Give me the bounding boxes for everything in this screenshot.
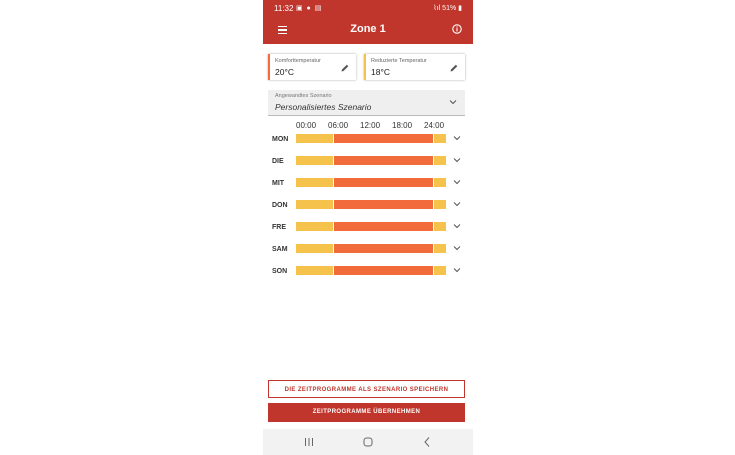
- timeline-segment-comfort: [334, 134, 434, 143]
- day-timeline-bar[interactable]: [296, 178, 447, 187]
- status-bar: [263, 0, 473, 18]
- timeline-segment-reduced: [434, 156, 446, 165]
- reduced-temp-value: 18°C: [371, 67, 390, 77]
- time-tick: 06:00: [328, 121, 349, 130]
- timeline-segment-reduced: [434, 244, 446, 253]
- day-label: DON: [272, 202, 288, 209]
- page-title: Zone 1: [350, 23, 386, 35]
- app-bar: [263, 18, 473, 44]
- chevron-down-icon[interactable]: [453, 156, 461, 164]
- scenario-dropdown[interactable]: [268, 90, 465, 116]
- timeline-segment-reduced: [296, 244, 333, 253]
- day-row[interactable]: [263, 268, 473, 290]
- timeline-segment-comfort: [334, 178, 434, 187]
- timeline-segment-reduced: [434, 200, 446, 209]
- system-nav-bar: [263, 429, 473, 455]
- comfort-temp-card[interactable]: [268, 54, 356, 80]
- day-timeline-bar[interactable]: [296, 266, 447, 275]
- day-row[interactable]: [263, 136, 473, 158]
- timeline-segment-comfort: [334, 266, 434, 275]
- day-timeline-bar[interactable]: [296, 156, 447, 165]
- timeline-segment-reduced: [434, 178, 446, 187]
- notification-icons: ▣ ● ▤: [296, 5, 323, 12]
- day-timeline-bar[interactable]: [296, 200, 447, 209]
- time-tick: 18:00: [392, 121, 413, 130]
- timeline-segment-reduced: [296, 156, 333, 165]
- timeline-segment-reduced: [296, 200, 333, 209]
- timeline-segment-reduced: [296, 222, 333, 231]
- timeline-segment-reduced: [434, 266, 446, 275]
- scenario-label: Angewandtes Szenario: [275, 93, 332, 99]
- day-label: MIT: [272, 180, 285, 187]
- day-label: DIE: [272, 158, 284, 165]
- chevron-down-icon: [449, 98, 457, 106]
- info-icon[interactable]: [452, 24, 462, 34]
- day-label: MON: [272, 136, 289, 143]
- apply-schedules-button[interactable]: ZEITPROGRAMME ÜBERNEHMEN: [268, 403, 465, 422]
- scenario-value: Personalisiertes Szenario: [275, 102, 372, 112]
- day-timeline-bar[interactable]: [296, 222, 447, 231]
- recent-apps-icon[interactable]: [303, 436, 315, 448]
- pencil-icon[interactable]: [449, 63, 459, 73]
- timeline-segment-comfort: [334, 156, 434, 165]
- day-row[interactable]: [263, 202, 473, 224]
- battery-icon: ▮: [458, 5, 462, 12]
- chevron-down-icon[interactable]: [453, 244, 461, 252]
- timeline-segment-comfort: [334, 200, 434, 209]
- timeline-segment-reduced: [434, 134, 446, 143]
- day-label: SON: [272, 268, 288, 275]
- phone-screen: [263, 0, 473, 455]
- timeline-segment-reduced: [434, 222, 446, 231]
- pencil-icon[interactable]: [340, 63, 350, 73]
- save-as-scenario-button[interactable]: DIE ZEITPROGRAMME ALS SZENARIO SPEICHERN: [268, 380, 465, 398]
- reduced-temp-card[interactable]: [364, 54, 465, 80]
- timeline-segment-reduced: [296, 266, 333, 275]
- day-row[interactable]: [263, 224, 473, 246]
- chevron-down-icon[interactable]: [453, 222, 461, 230]
- day-label: FRE: [272, 224, 286, 231]
- timeline-segment-comfort: [334, 244, 434, 253]
- time-tick: 24:00: [424, 121, 445, 130]
- time-tick: 00:00: [296, 121, 317, 130]
- comfort-temp-label: Komforttemperatur: [275, 58, 321, 64]
- timeline-segment-reduced: [296, 134, 333, 143]
- signal-icon: ⌇ıl: [433, 5, 441, 12]
- reduced-temp-label: Reduzierte Temperatur: [371, 58, 427, 64]
- chevron-down-icon[interactable]: [453, 266, 461, 274]
- day-label: SAM: [272, 246, 288, 253]
- day-timeline-bar[interactable]: [296, 134, 447, 143]
- chevron-down-icon[interactable]: [453, 178, 461, 186]
- comfort-temp-value: 20°C: [275, 67, 294, 77]
- time-tick: 12:00: [360, 121, 381, 130]
- status-time: 11:32: [274, 4, 294, 13]
- timeline-segment-comfort: [334, 222, 434, 231]
- reduced-color-bar: [364, 54, 366, 80]
- day-timeline-bar[interactable]: [296, 244, 447, 253]
- day-row[interactable]: [263, 158, 473, 180]
- chevron-down-icon[interactable]: [453, 200, 461, 208]
- comfort-color-bar: [268, 54, 270, 80]
- chevron-down-icon[interactable]: [453, 134, 461, 142]
- day-row[interactable]: [263, 180, 473, 202]
- battery-text: 51%: [442, 5, 457, 12]
- timeline-segment-reduced: [296, 178, 333, 187]
- day-row[interactable]: [263, 246, 473, 268]
- home-icon[interactable]: [362, 436, 374, 448]
- back-icon[interactable]: [421, 436, 433, 448]
- status-right: [433, 4, 462, 12]
